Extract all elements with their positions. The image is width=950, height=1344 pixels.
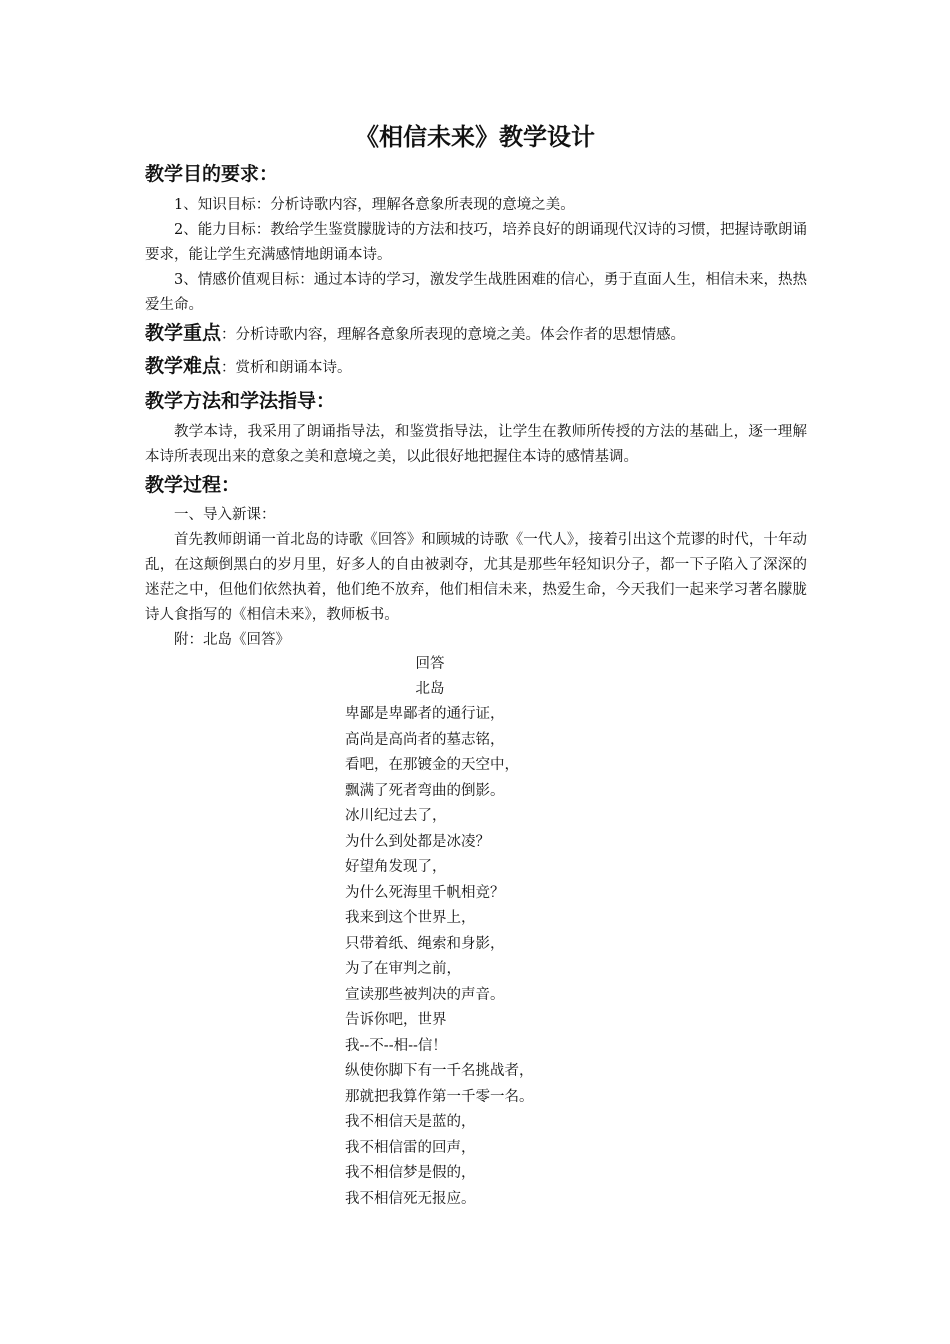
poem-line: 只带着纸、绳索和身影， [345, 935, 505, 952]
poem-appendix-label: 附：北岛《回答》 [174, 632, 290, 648]
poem-line: 我不相信雷的回声， [345, 1139, 476, 1156]
objective-ability: 2、能力目标：教给学生鉴赏朦胧诗的方法和技巧，培养良好的朗诵现代汉诗的习惯，把握诗歌朗诵要求，能让学生充满感情地朗诵本诗。 [145, 222, 807, 263]
poem-title: 回答 [415, 656, 445, 672]
difficulty-text: ：赏析和朗诵本诗。 [221, 360, 352, 376]
poem-line: 冰川纪过去了， [345, 808, 447, 824]
poem-line: 那就把我算作第一千零一名。 [345, 1088, 534, 1105]
key-point-section [145, 320, 685, 348]
difficulty-section [145, 353, 352, 381]
objectives-heading: 教学目的要求： [145, 163, 279, 185]
poem-line: 为了在审判之前， [345, 961, 461, 977]
key-point-heading: 教学重点 [145, 322, 222, 344]
poem-line: 我--不--相--信！ [345, 1037, 447, 1054]
poem-line: 好望角发现了， [345, 859, 447, 875]
poem-body [345, 702, 534, 1212]
key-point-text: ：分析诗歌内容，理解各意象所表现的意境之美。体会作者的思想情感。 [221, 327, 686, 343]
objective-emotion: 3、情感价值观目标：通过本诗的学习，激发学生战胜困难的信心，勇于直面人生，相信未来，热热爱生命。 [145, 272, 807, 313]
poem-line: 告诉你吧，世界 [345, 1012, 447, 1028]
poem-line: 为什么死海里千帆相竞？ [345, 884, 505, 901]
poem-line: 宣读那些被判决的声音。 [345, 986, 505, 1003]
methods-heading: 教学方法和学法指导： [145, 390, 336, 412]
difficulty-heading: 教学难点 [145, 355, 222, 377]
document-title: 《相信未来》教学设计 [355, 123, 595, 151]
objective-knowledge: 1、知识目标：分析诗歌内容，理解各意象所表现的意境之美。 [174, 197, 575, 213]
methods-text: 教学本诗，我采用了朗诵指导法，和鉴赏指导法，让学生在教师所传授的方法的基础上，逐一理解本诗所表现出来的意象之美和意境之美，以此很好地把握住本诗的感情基调。 [145, 424, 807, 465]
process-intro: 首先教师朗诵一首北岛的诗歌《回答》和顾城的诗歌《一代人》，接着引出这个荒谬的时代，十年动乱，在这颠倒黑白的岁月里，好多人的自由被剥夺，尤其是那些年轻知识分子，都一下子陷入了深深的迷茫之中，但他们依然执着，他们绝不放弃，他们相信未来，热爱生命，今天我们一起来学习著名朦胧诗人食指写的《相信未来》，教师板书。 [145, 532, 807, 623]
poem-line: 看吧，在那镀金的天空中， [345, 757, 519, 773]
poem-line: 我不相信死无报应。 [345, 1190, 476, 1207]
poem-author: 北岛 [415, 681, 445, 697]
process-step-one: 一、导入新课： [174, 507, 276, 523]
poem-line: 我不相信梦是假的， [345, 1165, 476, 1181]
process-heading: 教学过程： [145, 474, 241, 496]
poem-line: 我来到这个世界上， [345, 910, 476, 926]
poem-line: 为什么到处都是冰凌？ [345, 833, 490, 850]
poem-line: 我不相信天是蓝的， [345, 1114, 476, 1130]
poem-line: 飘满了死者弯曲的倒影。 [345, 782, 505, 799]
poem-line: 卑鄙是卑鄙者的通行证， [345, 706, 505, 722]
poem-line: 纵使你脚下有一千名挑战者， [345, 1063, 534, 1079]
poem-line: 高尚是高尚者的墓志铭， [345, 731, 505, 748]
